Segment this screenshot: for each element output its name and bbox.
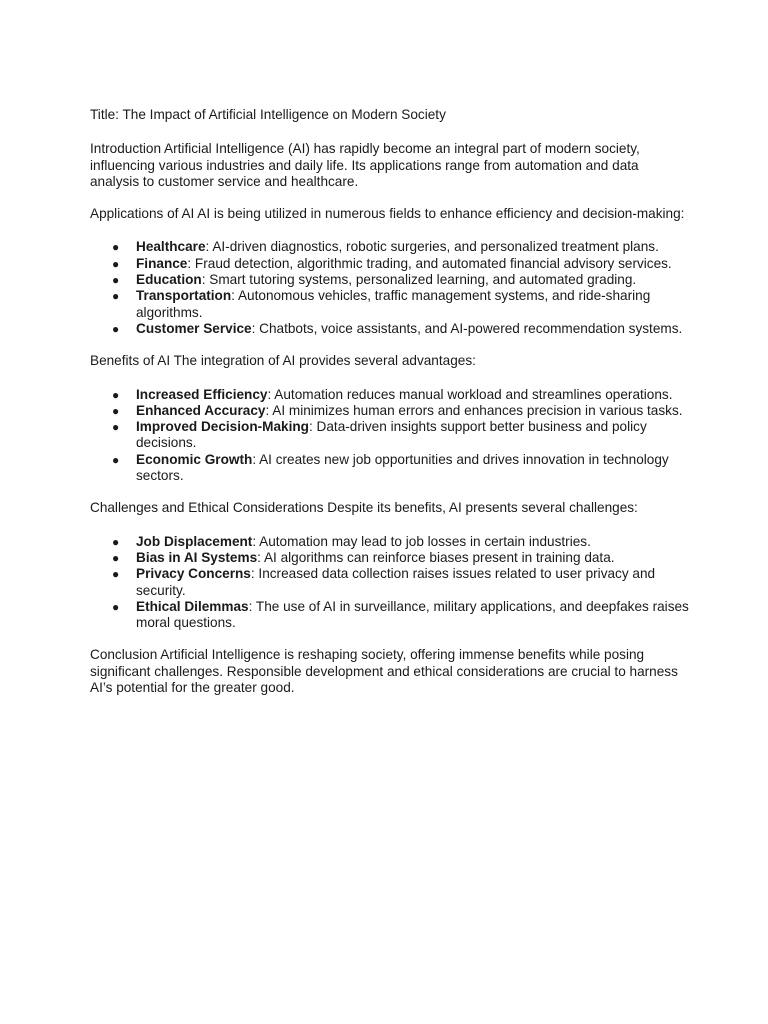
list-item bbox=[90, 403, 690, 419]
list-item-text: : Automation may lead to job losses in certain industries. bbox=[252, 533, 591, 549]
list-item bbox=[90, 550, 690, 566]
bullet-icon: ● bbox=[112, 420, 120, 435]
list-item-term: Privacy Concerns bbox=[136, 566, 251, 582]
bullet-icon: ● bbox=[112, 240, 120, 255]
bullet-icon: ● bbox=[112, 567, 120, 582]
list-item bbox=[90, 239, 690, 255]
bullet-icon: ● bbox=[112, 403, 120, 418]
list-item bbox=[90, 452, 690, 485]
applications-lead-paragraph: Applications of AI AI is being utilized in numerous fields to enhance efficiency and decision-making: bbox=[90, 206, 685, 222]
list-item bbox=[90, 288, 690, 321]
list-item-text: : Data-driven insights support better business and policy decisions. bbox=[136, 419, 647, 451]
list-item-text: : AI-driven diagnostics, robotic surgeries, and personalized treatment plans. bbox=[205, 239, 659, 255]
list-item-text: : AI algorithms can reinforce biases present in training data. bbox=[257, 549, 615, 565]
list-item-term: Improved Decision-Making bbox=[136, 419, 309, 435]
bullet-icon: ● bbox=[112, 321, 120, 336]
list-item-term: Finance bbox=[136, 255, 188, 271]
bullet-icon: ● bbox=[112, 256, 120, 271]
list-item bbox=[90, 599, 690, 632]
bullet-icon: ● bbox=[112, 599, 120, 614]
intro-paragraph: Introduction Artificial Intelligence (AI) has rapidly become an integral part of modern society, influencing various industries and daily life. Its applications range from automation and data analysis to customer service and healthcare. bbox=[90, 141, 640, 189]
document-title: Title: The Impact of Artificial Intelligence on Modern Society bbox=[90, 107, 446, 122]
list-item bbox=[90, 566, 690, 599]
list-item-term: Customer Service bbox=[136, 320, 252, 336]
list-item bbox=[90, 272, 690, 288]
applications-list bbox=[90, 239, 690, 337]
bullet-icon: ● bbox=[112, 550, 120, 565]
bullet-icon: ● bbox=[112, 534, 120, 549]
list-item bbox=[90, 387, 690, 403]
list-item-text: : The use of AI in surveillance, military applications, and deepfakes raises moral questions. bbox=[136, 598, 689, 631]
list-item-term: Increased Efficiency bbox=[136, 386, 268, 402]
list-item-text: : Fraud detection, algorithmic trading, and automated financial advisory services. bbox=[187, 255, 672, 271]
list-item-term: Education bbox=[136, 272, 202, 288]
benefits-list bbox=[90, 387, 690, 485]
bullet-icon: ● bbox=[112, 289, 120, 304]
list-item-term: Ethical Dilemmas bbox=[136, 598, 249, 614]
list-item-text: : AI creates new job opportunities and drives innovation in technology sectors. bbox=[136, 451, 669, 484]
list-item-text: : AI minimizes human errors and enhances precision in various tasks. bbox=[265, 402, 683, 418]
list-item-term: Bias in AI Systems bbox=[136, 549, 258, 565]
challenges-list bbox=[90, 534, 690, 632]
challenges-lead-paragraph: Challenges and Ethical Considerations Despite its benefits, AI presents several challenges: bbox=[90, 500, 638, 516]
list-item-text: : Smart tutoring systems, personalized learning, and automated grading. bbox=[201, 272, 637, 288]
benefits-lead-paragraph: Benefits of AI The integration of AI provides several advantages: bbox=[90, 353, 476, 369]
list-item bbox=[90, 321, 690, 337]
document-page bbox=[90, 107, 690, 712]
bullet-icon: ● bbox=[112, 452, 120, 467]
list-item bbox=[90, 256, 690, 272]
bullet-icon: ● bbox=[112, 387, 120, 402]
conclusion-paragraph: Conclusion Artificial Intelligence is reshaping society, offering immense benefits while posing significant challenges. Responsible development and ethical considerations are crucial to harness AI’s potential for the greater good. bbox=[90, 647, 678, 696]
list-item-text: : Autonomous vehicles, traffic management systems, and ride-sharing algorithms. bbox=[136, 288, 651, 320]
list-item-text: : Automation reduces manual workload and streamlines operations. bbox=[267, 386, 673, 402]
list-item-text: : Increased data collection raises issues related to user privacy and security. bbox=[136, 566, 656, 598]
list-item-text: : Chatbots, voice assistants, and AI-powered recommendation systems. bbox=[251, 320, 683, 336]
list-item-term: Transportation bbox=[136, 288, 232, 304]
list-item-term: Enhanced Accuracy bbox=[136, 402, 266, 418]
list-item bbox=[90, 419, 690, 452]
list-item-term: Job Displacement bbox=[136, 533, 253, 549]
list-item bbox=[90, 534, 690, 550]
bullet-icon: ● bbox=[112, 273, 120, 288]
list-item-term: Healthcare bbox=[136, 239, 206, 255]
list-item-term: Economic Growth bbox=[136, 451, 253, 467]
